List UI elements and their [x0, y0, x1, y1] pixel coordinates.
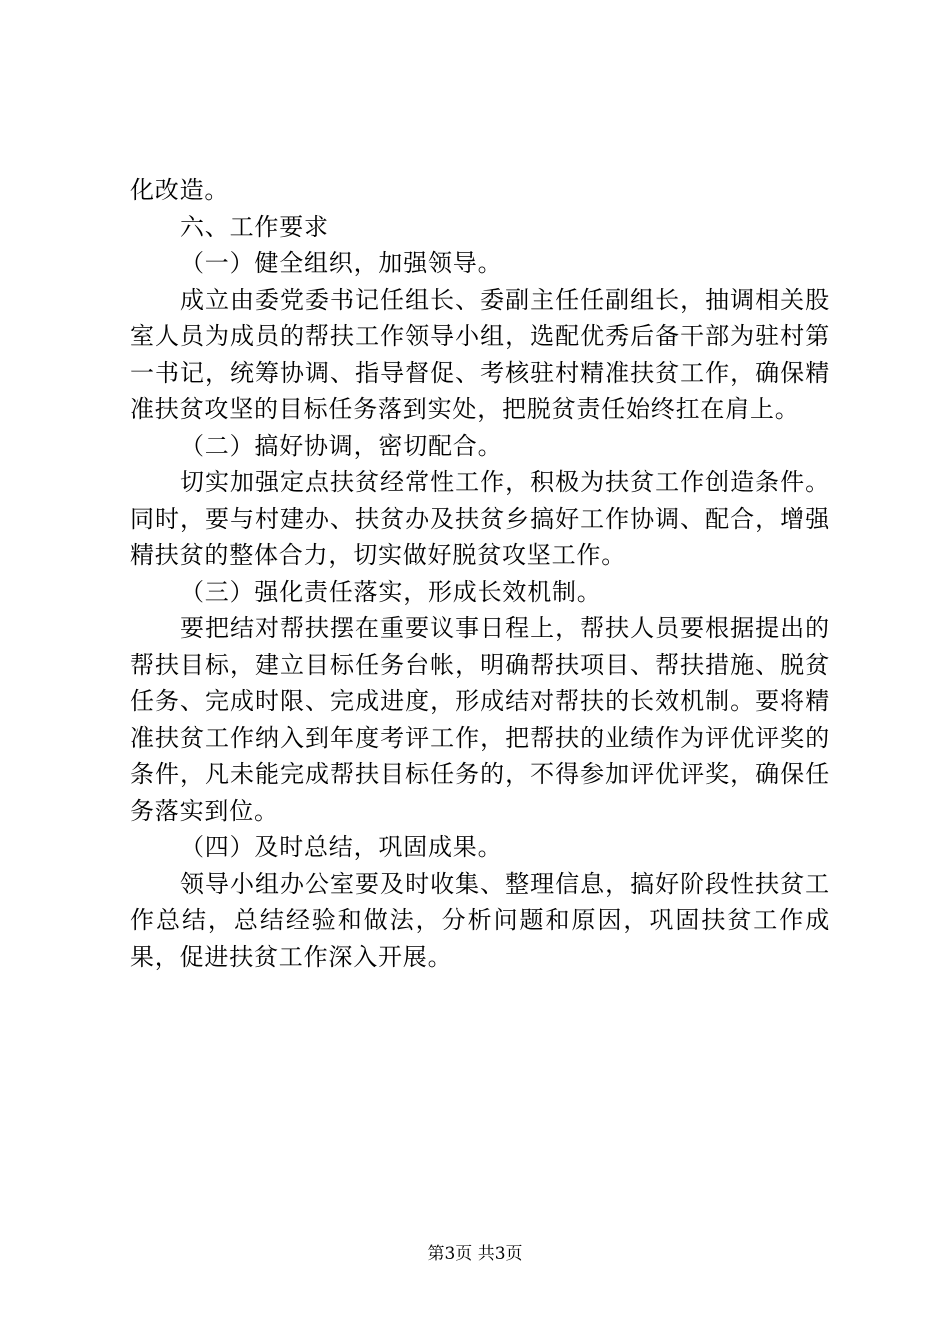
subsection-heading: （一）健全组织，加强领导。: [180, 249, 503, 277]
section-heading: 六、工作要求: [180, 212, 329, 241]
paragraph: 化改造。: [130, 176, 230, 204]
paragraph: 要把结对帮扶摆在重要议事日程上，帮扶人员要根据提出的帮扶目标，建立目标任务台帐，明确帮扶项目、帮扶措施、脱贫任务、完成时限、完成进度，形成结对帮扶的长效机制。要将精准扶贫工作纳入到年度考评工作，把帮扶的业绩作为评优评奖的条件，凡未能完成帮扶目标任务的，不得参加评优评奖，确保任务落实到位。: [130, 614, 830, 825]
paragraph: 成立由委党委书记任组长、委副主任任副组长，抽调相关股室人员为成员的帮扶工作领导小组，选配优秀后备干部为驻村第一书记，统筹协调、指导督促、考核驻村精准扶贫工作，确保精准扶贫攻坚的目标任务落到实处，把脱贫责任始终扛在肩上。: [130, 285, 830, 423]
page-footer: 第3页 共3页: [427, 1244, 523, 1264]
paragraph: 切实加强定点扶贫经常性工作，积极为扶贫工作创造条件。同时，要与村建办、扶贫办及扶贫乡搞好工作协调、配合，增强精扶贫的整体合力，切实做好脱贫攻坚工作。: [130, 468, 830, 569]
subsection-heading: （四）及时总结，巩固成果。: [180, 833, 503, 861]
subsection-heading: （三）强化责任落实，形成长效机制。: [180, 577, 602, 606]
subsection-heading: （二）搞好协调，密切配合。: [180, 431, 503, 460]
paragraph: 领导小组办公室要及时收集、整理信息，搞好阶段性扶贫工作总结，总结经验和做法，分析问题和原因，巩固扶贫工作成果，促进扶贫工作深入开展。: [130, 869, 830, 971]
document-body: [130, 172, 830, 975]
